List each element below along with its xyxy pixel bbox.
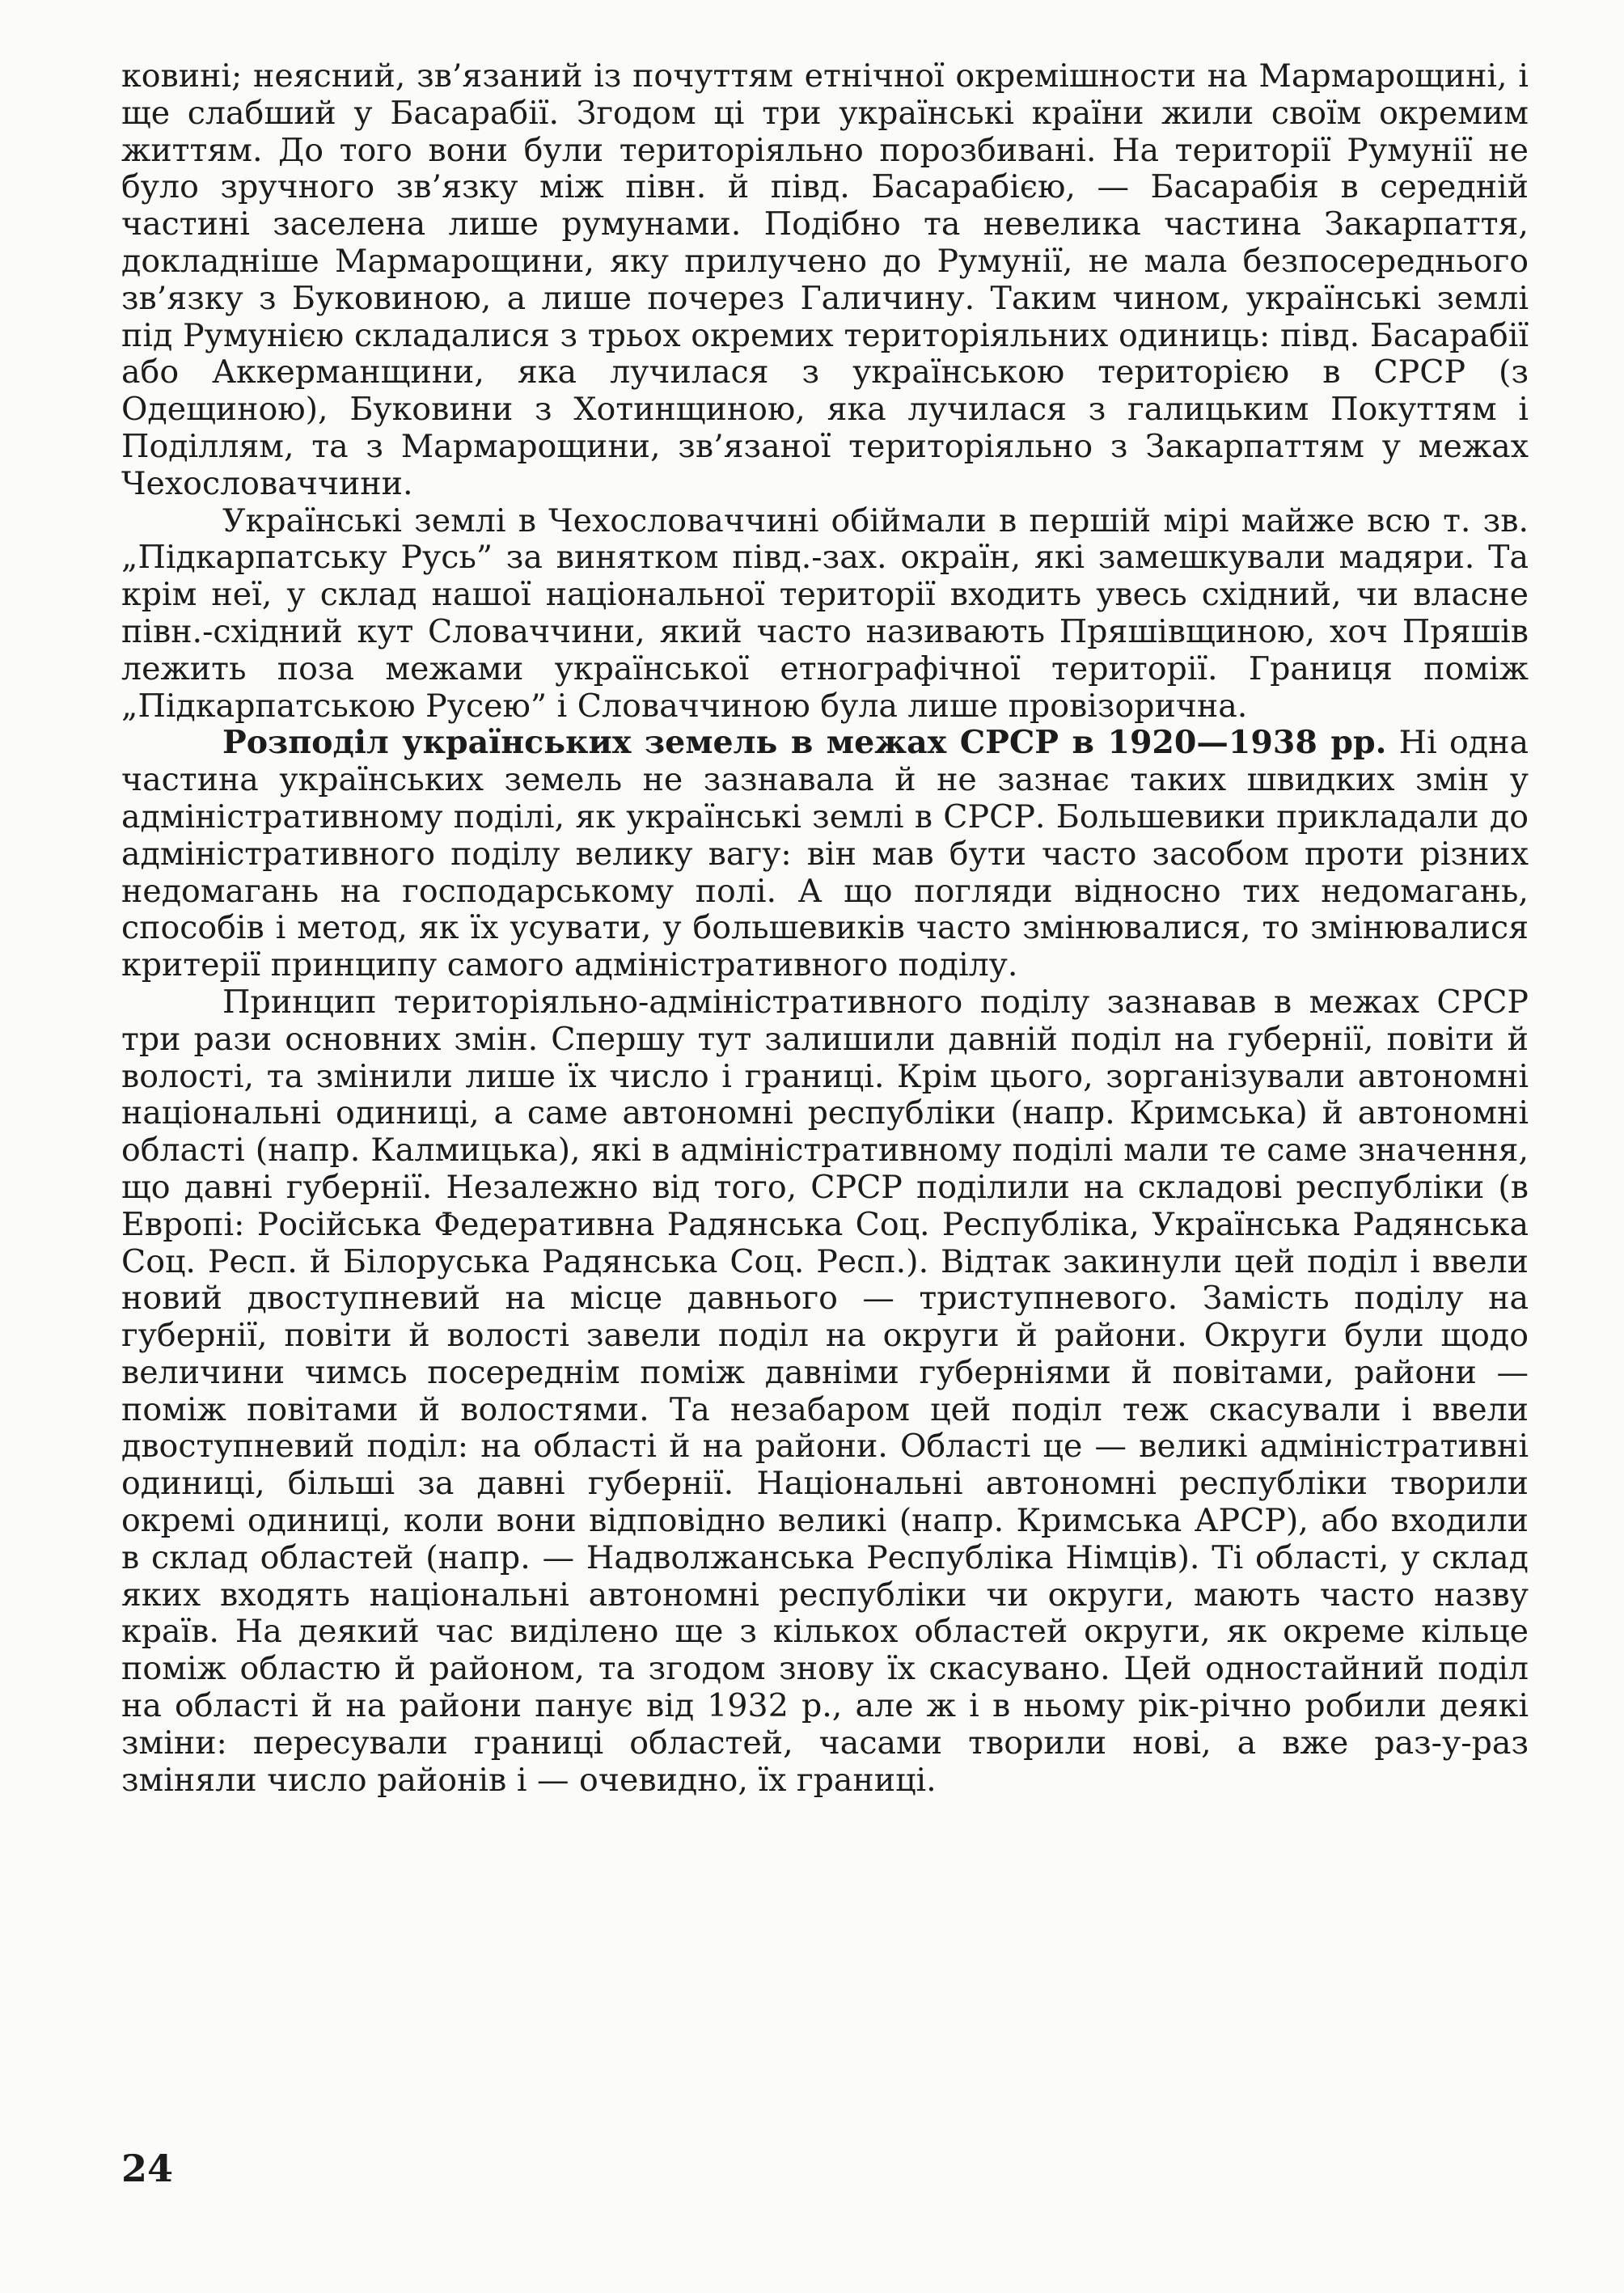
paragraph-4: Принцип територіяльно-адміністративного поділу зазнавав в межах СРСР три рази основних змін. Спершу тут залишили давній поділ на губернії, повіти й волості, та змінили лише їх число і границі. Крім цього, зорганізували автономні національні одиниці, а саме автономні республіки (напр. Кримська) й автономні області (напр. Калмицька), які в адміністративному поділі мали те саме значення, що давні губернії. Незалежно від того, СРСР поділили на складові республіки (в Европі: Російська Федеративна Радянська Соц. Республіка, Українська Радянська Соц. Респ. й Білоруська Радянська Соц. Респ.). Відтак закинули цей поділ і ввели новий двоступневий на місце давнього — триступневого. Замість поділу на губернії, повіти й волості завели поділ на округи й райони. Округи були щодо величини чимсь посереднім поміж давніми губерніями й повітами, райони — поміж повітами й волостями. Та незабаром цей поділ теж скасували і ввели двоступневий поділ: на області й на райони. Області це — великі адміністративні одиниці, більші за давні губернії. Національні автономні республіки творили окремі одиниці, коли вони відповідно великі (напр. Кримська АРСР), або входили в склад областей (напр. — Надволжанська Республіка Німців). Ті області, у склад яких входять національні автономні республіки чи округи, мають часто назву країв. На деякий час виділено ще з кількох областей округи, як окреме кільце поміж областю й районом, та згодом знову їх скасувано. Цей одностайний поділ на області й на райони панує від 1932 р., але ж і в ньому рік-річно робили деякі зміни: пересували границі областей, часами творили нові, а вже раз-у-раз зміняли число районів і — очевидно, їх границі. bbox=[121, 983, 1529, 1799]
body-text bbox=[121, 58, 1529, 1799]
paragraph-3-text: Ні одна частина українських земель не зазнавала й не зазнає таких швидких змін у адміністративному поділі, як українські землі в СРСР. Большевики прикладали до адміністративного поділу велику вагу: він мав бути часто засобом проти різних недомагань на господарському полі. А що погляди відносно тих недомагань, способів і метод, як їх усувати, у большевиків часто змінювалися, то змінювалися критерії принципу самого адміністративного поділу. bbox=[121, 724, 1529, 984]
section-heading: Розподіл українських земель в межах СРСР в 1920—1938 рр. bbox=[222, 724, 1387, 762]
paragraph-1: ковині; неясний, зв’язаний із почуттям етнічної окремішности на Мармарощині, і ще слабший у Басарабії. Згодом ці три українські країни жили своїм окремим життям. До того вони були територіяльно порозбивані. На території Румунії не було зручного зв’язку між півн. й півд. Басарабією, — Басарабія в середній частині заселена лише румунами. Подібно та невелика частина Закарпаття, докладніше Мармарощини, яку прилучено до Румунії, не мала безпосереднього зв’язку з Буковиною, а лише почерез Галичину. Таким чином, українські землі під Румунією складалися з трьох окремих територіяльних одиниць: півд. Басарабії або Аккерманщини, яка лучилася з українською територією в СРСР (з Одещиною), Буковини з Хотинщиною, яка лучилася з галицьким Покуттям і Поділлям, та з Мармарощини, зв’язаної територіяльно з Закарпаттям у межах Чехословаччини. bbox=[121, 57, 1529, 502]
page-number: 24 bbox=[121, 2147, 174, 2190]
paragraph-2: Українські землі в Чехословаччині обіймали в першій мірі майже всю т. зв. „Підкарпатську Русь” за винятком півд.-зах. окраїн, які замешкували мадяри. Та крім неї, у склад нашої національної території входить увесь східний, чи власне півн.-східний кут Словаччини, який часто називають Пряшівщиною, хоч Пряшів лежить поза межами української етнографічної території. Границя поміж „Підкарпатською Русею” і Словаччиною була лише провізорична. bbox=[121, 501, 1529, 725]
paragraph-3 bbox=[121, 725, 1529, 984]
